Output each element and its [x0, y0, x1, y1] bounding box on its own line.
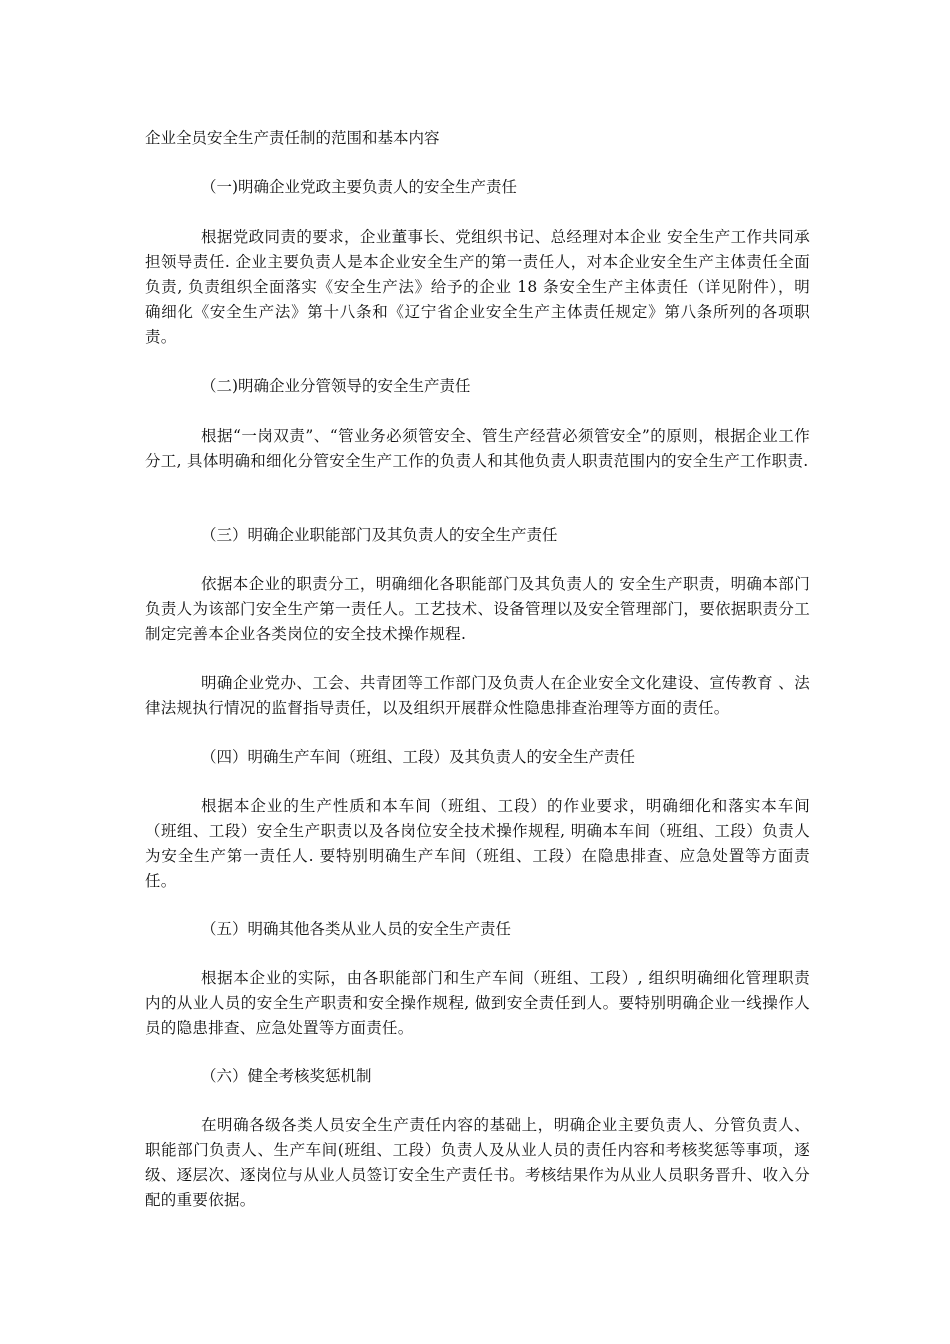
- section-2-heading: （二)明确企业分管领导的安全生产责任: [201, 377, 471, 395]
- section-6-paragraph: 在明确各级各类人员安全生产责任内容的基础上，明确企业主要负责人、分管负责人、职能部门负责人、生产车间(班组、工段）负责人及从业人员的责任内容和考核奖惩等事项，逐级、逐层次、逐岗位与从业人员签订安全生产责任书。考核结果作为从业人员职务晋升、收入分配的重要依据。: [145, 1116, 810, 1209]
- section-6-heading: （六）健全考核奖惩机制: [201, 1067, 372, 1085]
- section-1-heading: （一)明确企业党政主要负责人的安全生产责任: [201, 178, 518, 196]
- section-4-heading: （四）明确生产车间（班组、工段）及其负责人的安全生产责任: [201, 748, 636, 766]
- section-5-paragraph: 根据本企业的实际，由各职能部门和生产车间（班组、工段）, 组织明确细化管理职责内的从业人员的安全生产职责和安全操作规程, 做到安全责任到人。要特别明确企业一线操作人员的隐患排查、应急处置等方面责任。: [145, 969, 810, 1037]
- section-1-paragraph: 根据党政同责的要求，企业董事长、党组织书记、总经理对本企业 安全生产工作共同承担领导责任. 企业主要负责人是本企业安全生产的第一责任人，对本企业安全生产主体责任全面负责, 负责组织全面落实《安全生产法》给予的企业 18 条安全生产主体责任（详见附件），明确细化《安全生产法》第十八条和《辽宁省企业安全生产主体责任规定》第八条所列的各项职责。: [145, 228, 810, 346]
- section-3-heading: （三）明确企业职能部门及其负责人的安全生产责任: [201, 526, 558, 544]
- section-3-paragraph-2: 明确企业党办、工会、共青团等工作部门及负责人在企业安全文化建设、宣传教育 、法律法规执行情况的监督指导责任，以及组织开展群众性隐患排查治理等方面的责任。: [145, 674, 810, 717]
- section-3-paragraph-1: 依据本企业的职责分工，明确细化各职能部门及其负责人的 安全生产职责，明确本部门负责人为该部门安全生产第一责任人。工艺技术、设备管理以及安全管理部门，要依据职责分工制定完善本企业各类岗位的安全技术操作规程.: [145, 575, 810, 643]
- section-2-paragraph: 根据“一岗双责”、“管业务必须管安全、管生产经营必须管安全”的原则，根据企业工作分工, 具体明确和细化分管安全生产工作的负责人和其他负责人职责范围内的安全生产工作职责.: [145, 427, 810, 470]
- section-4-paragraph: 根据本企业的生产性质和本车间（班组、工段）的作业要求，明确细化和落实本车间（班组、工段）安全生产职责以及各岗位安全技术操作规程, 明确本车间（班组、工段）负责人为安全生产第一责任人. 要特别明确生产车间（班组、工段）在隐患排查、应急处置等方面责任。: [145, 797, 810, 890]
- document-title: 企业全员安全生产责任制的范围和基本内容: [145, 129, 440, 147]
- section-5-heading: （五）明确其他各类从业人员的安全生产责任: [201, 920, 512, 938]
